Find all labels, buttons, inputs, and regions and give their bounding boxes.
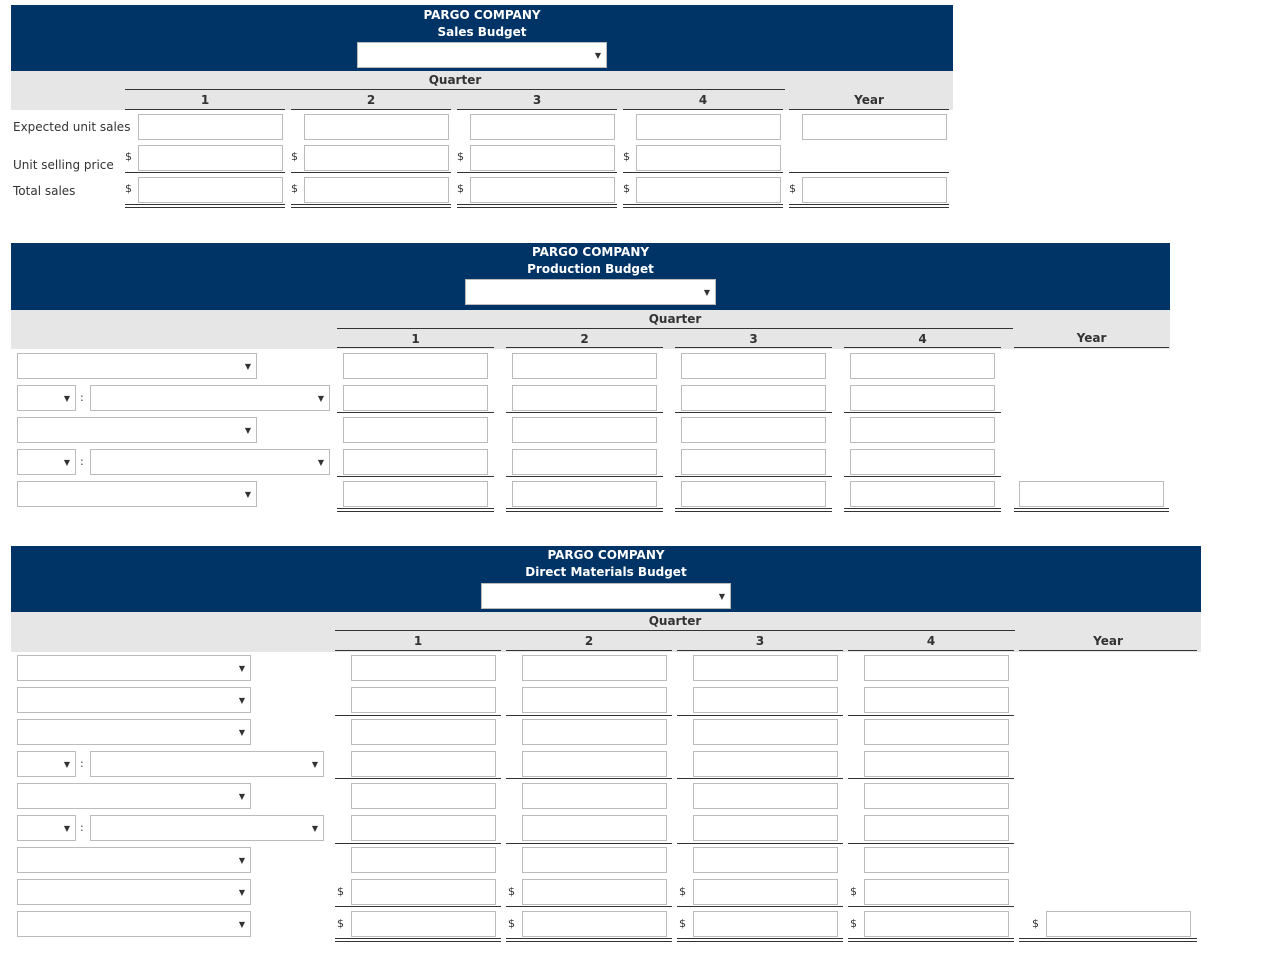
unit-selling-price-q1[interactable] bbox=[138, 145, 283, 171]
double-underline bbox=[844, 508, 1001, 512]
underline bbox=[506, 412, 663, 413]
currency-symbol: $ bbox=[623, 182, 630, 195]
currency-symbol: $ bbox=[850, 917, 857, 930]
row-label-unit-selling-price: Unit selling price bbox=[13, 158, 114, 172]
row-label-total-sales: Total sales bbox=[13, 184, 76, 198]
double-underline bbox=[457, 204, 617, 208]
production-row-2-q4[interactable] bbox=[850, 385, 995, 411]
double-underline bbox=[789, 204, 949, 208]
double-underline bbox=[506, 508, 663, 512]
chevron-down-icon: ▼ bbox=[238, 920, 245, 929]
underline bbox=[335, 715, 501, 716]
chevron-down-icon: ▼ bbox=[238, 792, 245, 801]
underline bbox=[848, 906, 1014, 907]
expected-unit-sales-q3[interactable] bbox=[470, 114, 615, 140]
materials-row-8-q4[interactable] bbox=[864, 879, 1009, 905]
materials-row-8-q2[interactable] bbox=[522, 879, 667, 905]
double-underline bbox=[623, 204, 783, 208]
colon-separator: : bbox=[80, 821, 84, 834]
sales-period-select[interactable] bbox=[357, 42, 607, 68]
materials-row-1-q3[interactable] bbox=[693, 655, 838, 681]
company-name: PARGO COMPANY bbox=[547, 548, 665, 562]
expected-unit-sales-q2[interactable] bbox=[304, 114, 449, 140]
materials-row-7-q4[interactable] bbox=[864, 847, 1009, 873]
budget-title: Direct Materials Budget bbox=[525, 565, 687, 579]
underline bbox=[677, 778, 843, 779]
materials-row-8-q3[interactable] bbox=[693, 879, 838, 905]
materials-row-3-q2[interactable] bbox=[522, 719, 667, 745]
underline bbox=[789, 172, 949, 173]
double-underline bbox=[848, 938, 1014, 942]
materials-row-6-label-select[interactable] bbox=[90, 815, 324, 841]
production-row-3-label-select[interactable] bbox=[17, 417, 257, 443]
underline bbox=[506, 843, 672, 844]
chevron-down-icon: ▼ bbox=[594, 51, 601, 60]
col-q2: 2 bbox=[580, 332, 589, 346]
budget-title: Production Budget bbox=[527, 262, 654, 276]
underline bbox=[506, 778, 672, 779]
currency-symbol: $ bbox=[679, 885, 686, 898]
col-q3: 3 bbox=[532, 93, 542, 107]
chevron-down-icon: ▼ bbox=[703, 288, 710, 297]
unit-selling-price-q4[interactable] bbox=[636, 145, 781, 171]
currency-symbol: $ bbox=[623, 150, 630, 163]
materials-row-2-q1[interactable] bbox=[351, 687, 496, 713]
chevron-down-icon: ▼ bbox=[238, 696, 245, 705]
materials-period-select[interactable] bbox=[481, 583, 731, 609]
chevron-down-icon: ▼ bbox=[238, 728, 245, 737]
col-year: Year bbox=[1076, 331, 1107, 345]
underline bbox=[337, 412, 494, 413]
production-row-3-q3[interactable] bbox=[681, 417, 826, 443]
chevron-down-icon: ▼ bbox=[63, 760, 70, 769]
materials-row-6-q2[interactable] bbox=[522, 815, 667, 841]
production-row-1-q4[interactable] bbox=[850, 353, 995, 379]
materials-row-6-q4[interactable] bbox=[864, 815, 1009, 841]
expected-unit-sales-q1[interactable] bbox=[138, 114, 283, 140]
currency-symbol: $ bbox=[125, 150, 132, 163]
materials-row-1-label-select[interactable] bbox=[17, 655, 251, 681]
expected-unit-sales-year[interactable] bbox=[802, 114, 947, 140]
unit-selling-price-q3[interactable] bbox=[470, 145, 615, 171]
production-row-5-q2[interactable] bbox=[512, 481, 657, 507]
quarter-label: Quarter bbox=[648, 312, 702, 326]
col-q4: 4 bbox=[698, 93, 708, 107]
materials-row-5-q2[interactable] bbox=[522, 783, 667, 809]
production-row-2-label-select[interactable] bbox=[90, 385, 330, 411]
materials-row-4-q4[interactable] bbox=[864, 751, 1009, 777]
underline bbox=[506, 906, 672, 907]
currency-symbol: $ bbox=[457, 182, 464, 195]
company-name: PARGO COMPANY bbox=[531, 245, 650, 259]
col-q4: 4 bbox=[926, 634, 936, 648]
col-q4: 4 bbox=[918, 332, 927, 346]
production-row-3-q1[interactable] bbox=[343, 417, 488, 443]
underline bbox=[125, 172, 285, 173]
col-year: Year bbox=[854, 93, 884, 107]
chevron-down-icon: ▼ bbox=[244, 426, 251, 435]
colon-separator: : bbox=[80, 757, 84, 770]
materials-row-4-sign-select[interactable] bbox=[17, 751, 76, 777]
materials-row-3-q4[interactable] bbox=[864, 719, 1009, 745]
underline bbox=[506, 476, 663, 477]
currency-symbol: $ bbox=[291, 182, 298, 195]
chevron-down-icon: ▼ bbox=[311, 760, 318, 769]
materials-row-5-q4[interactable] bbox=[864, 783, 1009, 809]
double-underline bbox=[506, 938, 672, 942]
production-row-4-q4[interactable] bbox=[850, 449, 995, 475]
underline bbox=[623, 172, 783, 173]
double-underline bbox=[337, 508, 494, 512]
underline bbox=[848, 715, 1014, 716]
currency-symbol: $ bbox=[1032, 917, 1039, 930]
production-row-3-q4[interactable] bbox=[850, 417, 995, 443]
production-row-1-q1[interactable] bbox=[343, 353, 488, 379]
production-row-1-q2[interactable] bbox=[512, 353, 657, 379]
expected-unit-sales-q4[interactable] bbox=[636, 114, 781, 140]
production-row-4-label-select[interactable] bbox=[90, 449, 330, 475]
materials-row-9-q4[interactable] bbox=[864, 911, 1009, 937]
underline bbox=[848, 778, 1014, 779]
materials-row-4-label-select[interactable] bbox=[90, 751, 324, 777]
underline bbox=[337, 476, 494, 477]
production-row-2-q3[interactable] bbox=[681, 385, 826, 411]
materials-row-4-q3[interactable] bbox=[693, 751, 838, 777]
double-underline bbox=[675, 508, 832, 512]
double-underline bbox=[677, 938, 843, 942]
materials-row-4-q1[interactable] bbox=[351, 751, 496, 777]
underline bbox=[675, 412, 832, 413]
materials-row-3-q1[interactable] bbox=[351, 719, 496, 745]
materials-row-9-q3[interactable] bbox=[693, 911, 838, 937]
total-sales-year[interactable] bbox=[802, 177, 947, 203]
chevron-down-icon: ▼ bbox=[238, 664, 245, 673]
production-row-5-year[interactable] bbox=[1019, 481, 1164, 507]
materials-row-8-q1[interactable] bbox=[351, 879, 496, 905]
currency-symbol: $ bbox=[508, 917, 515, 930]
chevron-down-icon: ▼ bbox=[63, 824, 70, 833]
underline bbox=[677, 843, 843, 844]
materials-row-7-q1[interactable] bbox=[351, 847, 496, 873]
materials-row-2-q4[interactable] bbox=[864, 687, 1009, 713]
total-sales-q1[interactable] bbox=[138, 177, 283, 203]
materials-row-1-q2[interactable] bbox=[522, 655, 667, 681]
materials-row-6-sign-select[interactable] bbox=[17, 815, 76, 841]
materials-row-3-q3[interactable] bbox=[693, 719, 838, 745]
materials-row-2-label-select[interactable] bbox=[17, 687, 251, 713]
colon-separator: : bbox=[80, 391, 84, 404]
materials-row-9-q1[interactable] bbox=[351, 911, 496, 937]
materials-row-9-year[interactable] bbox=[1046, 911, 1191, 937]
col-q2: 2 bbox=[584, 634, 594, 648]
materials-row-1-q1[interactable] bbox=[351, 655, 496, 681]
chevron-down-icon: ▼ bbox=[63, 394, 70, 403]
double-underline bbox=[1014, 508, 1169, 512]
total-sales-q3[interactable] bbox=[470, 177, 615, 203]
production-row-2-q2[interactable] bbox=[512, 385, 657, 411]
chevron-down-icon: ▼ bbox=[238, 856, 245, 865]
materials-row-9-label-select[interactable] bbox=[17, 911, 251, 937]
col-year: Year bbox=[1093, 634, 1123, 648]
underline bbox=[335, 778, 501, 779]
row-label-expected-unit-sales: Expected unit sales bbox=[13, 120, 131, 134]
production-row-5-q1[interactable] bbox=[343, 481, 488, 507]
col-q1: 1 bbox=[411, 332, 420, 346]
underline bbox=[335, 843, 501, 844]
currency-symbol: $ bbox=[679, 917, 686, 930]
budget-title: Sales Budget bbox=[437, 25, 527, 39]
materials-row-2-q3[interactable] bbox=[693, 687, 838, 713]
double-underline bbox=[1019, 938, 1197, 942]
production-row-3-q2[interactable] bbox=[512, 417, 657, 443]
materials-row-5-q3[interactable] bbox=[693, 783, 838, 809]
chevron-down-icon: ▼ bbox=[718, 592, 725, 601]
currency-symbol: $ bbox=[850, 885, 857, 898]
underline bbox=[675, 476, 832, 477]
production-row-4-q1[interactable] bbox=[343, 449, 488, 475]
materials-row-7-label-select[interactable] bbox=[17, 847, 251, 873]
materials-row-5-label-select[interactable] bbox=[17, 783, 251, 809]
materials-row-1-q4[interactable] bbox=[864, 655, 1009, 681]
production-row-1-label-select[interactable] bbox=[17, 353, 257, 379]
col-q1: 1 bbox=[413, 634, 423, 648]
underline bbox=[844, 476, 1001, 477]
col-q1: 1 bbox=[200, 93, 210, 107]
materials-row-5-q1[interactable] bbox=[351, 783, 496, 809]
underline bbox=[291, 172, 451, 173]
currency-symbol: $ bbox=[337, 917, 344, 930]
underline bbox=[457, 172, 617, 173]
quarter-label: Quarter bbox=[428, 73, 482, 87]
production-period-select[interactable] bbox=[465, 279, 716, 305]
underline bbox=[335, 906, 501, 907]
quarter-label: Quarter bbox=[648, 614, 702, 628]
currency-symbol: $ bbox=[457, 150, 464, 163]
materials-row-2-q2[interactable] bbox=[522, 687, 667, 713]
production-row-5-q4[interactable] bbox=[850, 481, 995, 507]
currency-symbol: $ bbox=[337, 885, 344, 898]
chevron-down-icon: ▼ bbox=[244, 490, 251, 499]
col-q3: 3 bbox=[749, 332, 758, 346]
underline bbox=[677, 906, 843, 907]
currency-symbol: $ bbox=[789, 182, 796, 195]
currency-symbol: $ bbox=[291, 150, 298, 163]
chevron-down-icon: ▼ bbox=[238, 888, 245, 897]
chevron-down-icon: ▼ bbox=[63, 458, 70, 467]
materials-row-8-label-select[interactable] bbox=[17, 879, 251, 905]
production-row-4-q2[interactable] bbox=[512, 449, 657, 475]
materials-row-9-q2[interactable] bbox=[522, 911, 667, 937]
materials-row-6-q3[interactable] bbox=[693, 815, 838, 841]
materials-row-7-q3[interactable] bbox=[693, 847, 838, 873]
production-row-4-q3[interactable] bbox=[681, 449, 826, 475]
production-row-4-sign-select[interactable] bbox=[17, 449, 76, 475]
currency-symbol: $ bbox=[125, 182, 132, 195]
materials-row-4-q2[interactable] bbox=[522, 751, 667, 777]
chevron-down-icon: ▼ bbox=[311, 824, 318, 833]
company-name: PARGO COMPANY bbox=[423, 8, 541, 22]
underline bbox=[506, 715, 672, 716]
production-row-1-q3[interactable] bbox=[681, 353, 826, 379]
unit-selling-price-q2[interactable] bbox=[304, 145, 449, 171]
currency-symbol: $ bbox=[508, 885, 515, 898]
chevron-down-icon: ▼ bbox=[244, 362, 251, 371]
colon-separator: : bbox=[80, 455, 84, 468]
chevron-down-icon: ▼ bbox=[317, 394, 324, 403]
chevron-down-icon: ▼ bbox=[317, 458, 324, 467]
double-underline bbox=[291, 204, 451, 208]
total-sales-q4[interactable] bbox=[636, 177, 781, 203]
col-q3: 3 bbox=[755, 634, 765, 648]
underline bbox=[848, 843, 1014, 844]
production-row-5-q3[interactable] bbox=[681, 481, 826, 507]
underline bbox=[844, 412, 1001, 413]
materials-row-7-q2[interactable] bbox=[522, 847, 667, 873]
production-row-2-sign-select[interactable] bbox=[17, 385, 76, 411]
production-row-5-label-select[interactable] bbox=[17, 481, 257, 507]
underline bbox=[677, 715, 843, 716]
total-sales-q2[interactable] bbox=[304, 177, 449, 203]
production-row-2-q1[interactable] bbox=[343, 385, 488, 411]
materials-row-6-q1[interactable] bbox=[351, 815, 496, 841]
materials-row-3-label-select[interactable] bbox=[17, 719, 251, 745]
col-q2: 2 bbox=[366, 93, 376, 107]
double-underline bbox=[335, 938, 501, 942]
double-underline bbox=[125, 204, 285, 208]
